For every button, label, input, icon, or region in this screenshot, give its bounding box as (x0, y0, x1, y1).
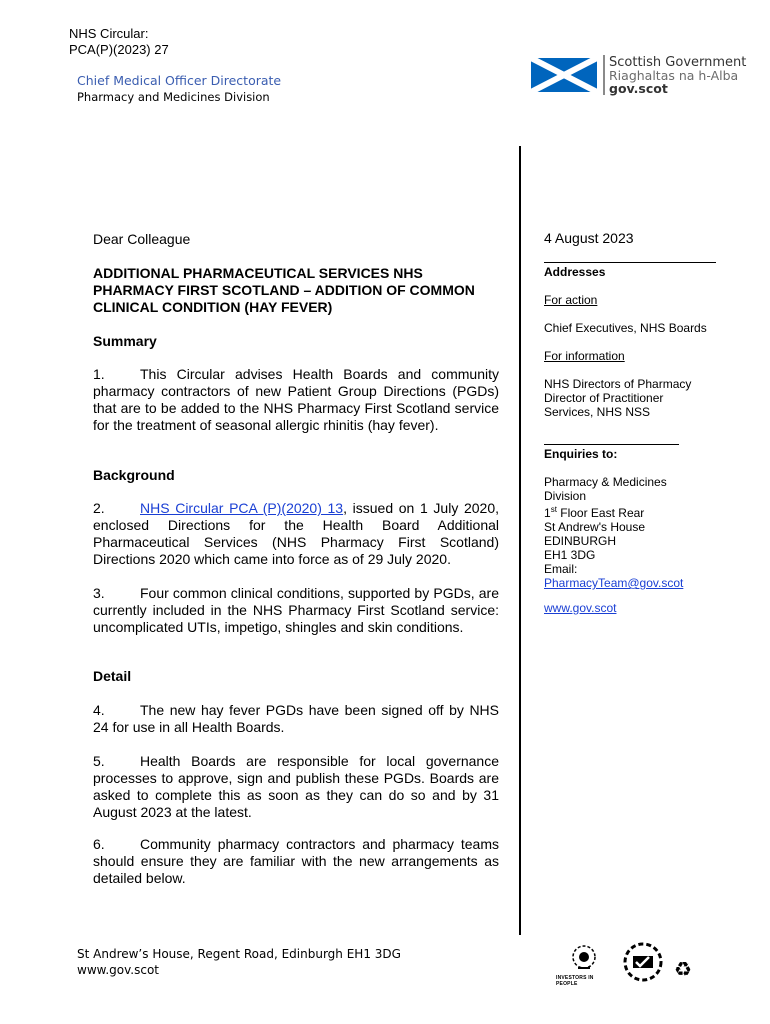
summary-heading: Summary (93, 333, 157, 349)
paragraph-text: Health Boards are responsible for local governance processes to approve, sign and publish these PGDs. Boards are asked to complete this as soon as they can do so and by 31 August 2023 at the latest. (93, 753, 499, 820)
address-line: 1st Floor East Rear (544, 505, 645, 520)
paragraph-1 (93, 366, 499, 434)
for-action-text: Chief Executives, NHS Boards (544, 321, 707, 335)
paragraph-number: 5. (93, 753, 105, 769)
footer-website: www.gov.scot (77, 963, 159, 977)
address-line: Pharmacy & Medicines (544, 475, 667, 489)
paragraph-text: This Circular advises Health Boards and community pharmacy contractors of new Patient Group Directions (PGDs) that are to be added to the NHS Pharmacy First Scotland service for the treatment of seasonal allergic rhinitis (hay fever). (93, 366, 499, 433)
email-link[interactable]: PharmacyTeam@gov.scot (544, 576, 684, 590)
paragraph-5 (93, 753, 499, 821)
paragraph-number: 2. (93, 500, 105, 516)
circular-reference: PCA(P)(2023) 27 (69, 42, 169, 57)
paragraph-3 (93, 585, 499, 636)
footer-address: St Andrew’s House, Regent Road, Edinburgh EH1 3DG (77, 947, 401, 961)
circular-date: 4 August 2023 (544, 230, 634, 246)
salutation: Dear Colleague (93, 231, 191, 247)
address-line: EH1 3DG (544, 548, 596, 562)
date-rule (544, 262, 716, 263)
positive-about-disabled-people-logo (621, 940, 665, 984)
paragraph-text: , issued on 1 July 2020, enclosed Directions for the Health Board Additional Pharmaceutical Services (NHS Pharmacy First Scotland) Directions 2020 which came into force as of 29 July 2020. (93, 500, 499, 567)
investors-in-people-logo (556, 942, 612, 987)
logo-name: Scottish Government (609, 55, 747, 70)
enquiries-heading: Enquiries to: (544, 447, 618, 461)
logo-gaelic-name: Riaghaltas na h-Alba (609, 68, 739, 83)
paragraph-text: Community pharmacy contractors and pharmacy teams should ensure they are familiar with the new arrangements as detailed below. (93, 836, 499, 886)
paragraph-number: 3. (93, 585, 105, 601)
paragraph-number: 6. (93, 836, 105, 852)
paragraph-2 (93, 500, 499, 568)
for-information-text (544, 377, 744, 419)
detail-heading: Detail (93, 668, 132, 684)
laurel-icon (556, 942, 612, 974)
enquiries-rule (544, 444, 679, 445)
information-line: NHS Directors of Pharmacy (544, 377, 692, 391)
letter-title: ADDITIONAL PHARMACEUTICAL SERVICES NHS PHARMACY FIRST SCOTLAND – ADDITION OF COMMON CLINICAL CONDITION (HAY FEVER) (93, 265, 475, 315)
information-line: Director of Practitioner (544, 391, 664, 405)
paragraph-text: Four common clinical conditions, supported by PGDs, are currently included in the NHS Pharmacy First Scotland service: uncomplicated UTIs, impetigo, shingles and skin conditions. (93, 585, 499, 635)
recycle-icon: ♻ (674, 957, 692, 981)
logo-web-address: gov.scot (609, 81, 668, 96)
circular-label: NHS Circular: (69, 26, 149, 41)
directorate-name: Chief Medical Officer Directorate (77, 73, 282, 88)
logo-divider (603, 55, 605, 95)
paragraph-text: The new hay fever PGDs have been signed off by NHS 24 for use in all Health Boards. (93, 702, 499, 735)
information-line: Services, NHS NSS (544, 405, 651, 419)
disability-confident-icon (621, 940, 665, 984)
for-action-label: For action (544, 293, 598, 307)
address-line: St Andrew's House (544, 520, 646, 534)
email-label: Email: (544, 562, 578, 576)
paragraph-number: 4. (93, 702, 105, 718)
background-heading: Background (93, 467, 175, 483)
address-line: EDINBURGH (544, 534, 617, 548)
division-name: Pharmacy and Medicines Division (77, 90, 270, 104)
saltire-flag-icon (531, 58, 597, 98)
paragraph-number: 1. (93, 366, 105, 382)
addresses-heading: Addresses (544, 265, 606, 279)
for-information-label: For information (544, 349, 625, 363)
column-divider (519, 146, 521, 935)
circular-2020-13-link[interactable]: NHS Circular PCA (P)(2020) 13 (140, 500, 344, 516)
scottish-government-logo (531, 55, 746, 95)
website-link[interactable]: www.gov.scot (544, 601, 617, 615)
address-line: Division (544, 489, 587, 503)
paragraph-4 (93, 702, 499, 736)
paragraph-6 (93, 836, 499, 887)
iip-caption: INVESTORS IN PEOPLE (556, 975, 594, 987)
enquiries-address (544, 475, 744, 590)
